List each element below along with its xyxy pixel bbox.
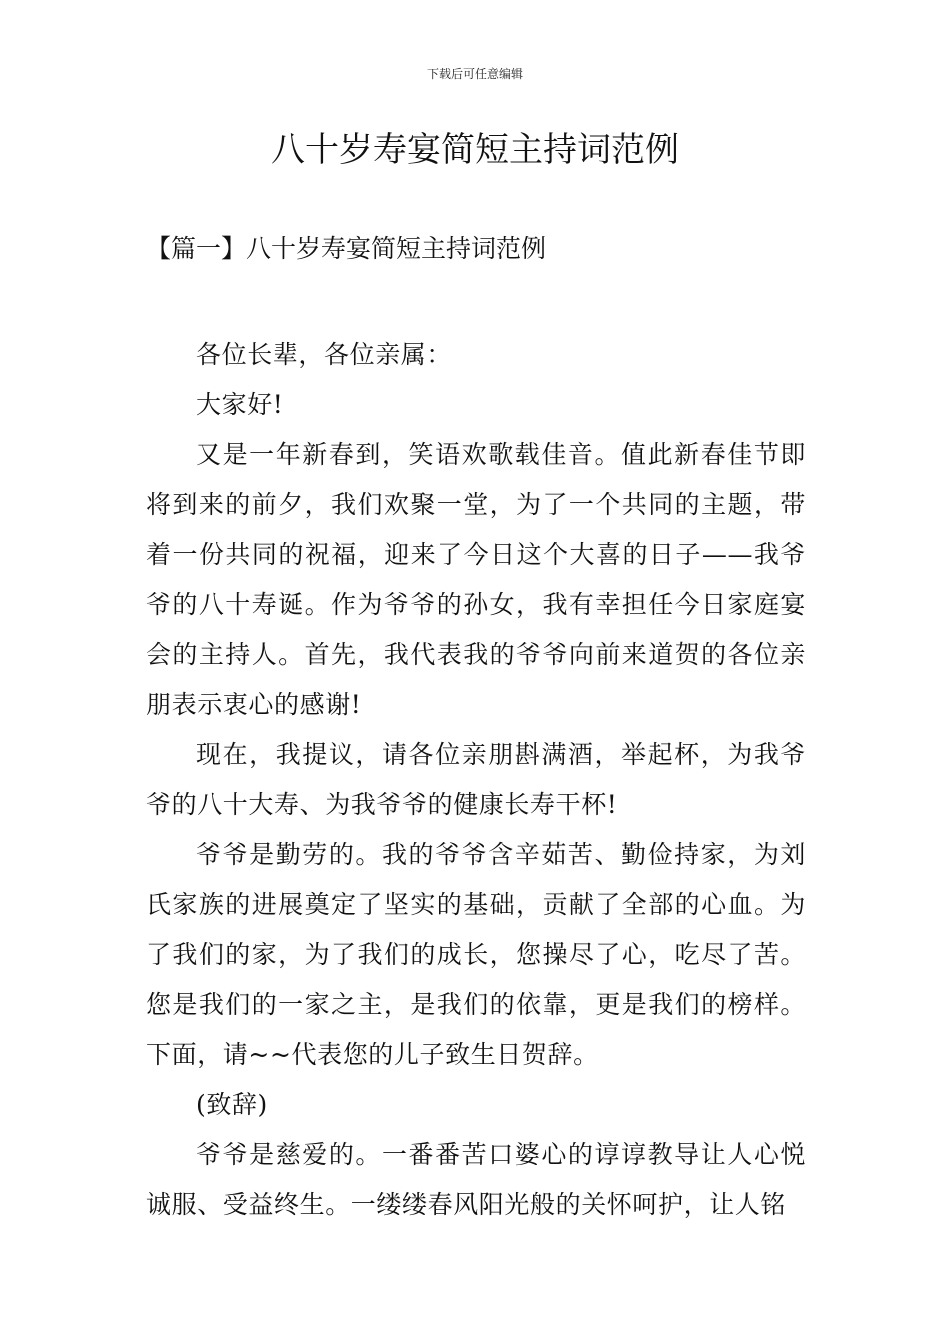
paragraph-greeting: 各位长辈，各位亲属： — [196, 340, 453, 369]
paragraph-opening: 又是一年新春到，笑语欢歌载佳音。值此新春佳节即将到来的前夕，我们欢聚一堂，为了一个共同的主题，带着一份共同的祝福，迎来了今日这个大喜的日子——我爷爷的八十寿诞。作为爷爷的孙女，我有幸担任今日家庭宴会的主持人。首先，我代表我的爷爷向前来道贺的各位亲朋表示衷心的感谢! — [146, 440, 806, 719]
page-title: 八十岁寿宴简短主持词范例 — [271, 130, 679, 170]
paragraph-speech-note: (致辞) — [196, 1090, 268, 1119]
paragraph-diligent: 爷爷是勤劳的。我的爷爷含辛茹苦、勤俭持家，为刘氏家族的进展奠定了坚实的基础，贡献了全部的心血。为了我们的家，为了我们的成长，您操尽了心，吃尽了苦。您是我们的一家之主，是我们的依靠，更是我们的榜样。下面，请~~代表您的儿子致生日贺辞。 — [146, 840, 806, 1069]
document-body — [146, 330, 806, 1230]
paragraph-hello: 大家好! — [196, 390, 284, 419]
paragraph-toast: 现在，我提议，请各位亲朋斟满酒，举起杯，为我爷爷的八十大寿、为我爷爷的健康长寿干杯! — [146, 740, 806, 819]
paragraph-loving: 爷爷是慈爱的。一番番苦口婆心的谆谆教导让人心悦诚服、受益终生。一缕缕春风阳光般的关怀呵护，让人铭 — [146, 1140, 806, 1219]
header-note: 下载后可任意编辑 — [426, 67, 523, 81]
section-heading: 【篇一】八十岁寿宴简短主持词范例 — [146, 234, 547, 263]
